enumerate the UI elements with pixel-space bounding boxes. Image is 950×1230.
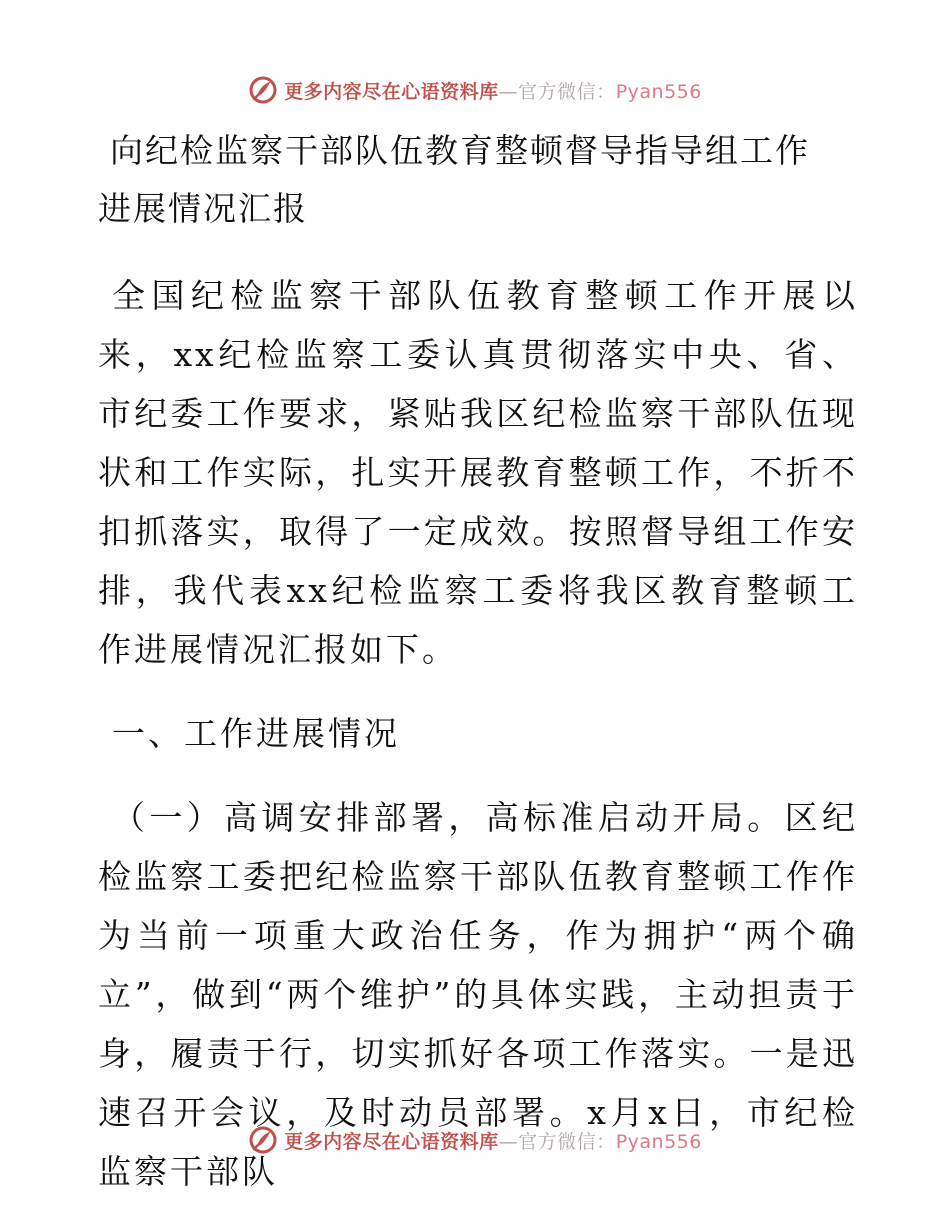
footer-banner bbox=[0, 1122, 950, 1158]
banner-text bbox=[284, 1127, 702, 1154]
banner-official-label: 官方微信： bbox=[518, 1130, 616, 1153]
banner-separator: — bbox=[498, 1130, 519, 1153]
header-banner bbox=[0, 72, 950, 108]
section-heading-1: 一、工作进展情况 bbox=[112, 714, 400, 753]
document-title: 向纪检监察干部队伍教育整顿督导指导组工作进展情况汇报 bbox=[98, 131, 810, 228]
banner-brand: 更多内容尽在心语资料库 bbox=[284, 1130, 499, 1153]
banner-wechat-id: Pyan556 bbox=[615, 1130, 702, 1153]
banner-separator: — bbox=[498, 80, 519, 103]
brand-logo-icon bbox=[248, 1125, 278, 1155]
brand-logo-icon bbox=[248, 75, 278, 105]
banner-text bbox=[284, 77, 702, 104]
section-1-paragraph-1: （一）高调安排部署，高标准启动开局。区纪检监察工委把纪检监察干部队伍教育整顿工作作为当前一项重大政治任务，作为拥护“两个确立”，做到“两个维护”的具体实践，主动担责于身，履责于行，切实抓好各项工作落实。一是迅速召开会议，及时动员部署。x月x日，市纪检监察干部队 bbox=[98, 798, 858, 1191]
banner-brand: 更多内容尽在心语资料库 bbox=[284, 80, 499, 103]
document-body bbox=[98, 122, 858, 1201]
banner-official-label: 官方微信： bbox=[518, 80, 616, 103]
banner-wechat-id: Pyan556 bbox=[615, 80, 702, 103]
intro-paragraph: 全国纪检监察干部队伍教育整顿工作开展以来，xx纪检监察工委认真贯彻落实中央、省、市纪委工作要求，紧贴我区纪检监察干部队伍现状和工作实际，扎实开展教育整顿工作，不折不扣抓落实，取得了一定成效。按照督导组工作安排，我代表xx纪检监察工委将我区教育整顿工作进展情况汇报如下。 bbox=[98, 276, 858, 669]
